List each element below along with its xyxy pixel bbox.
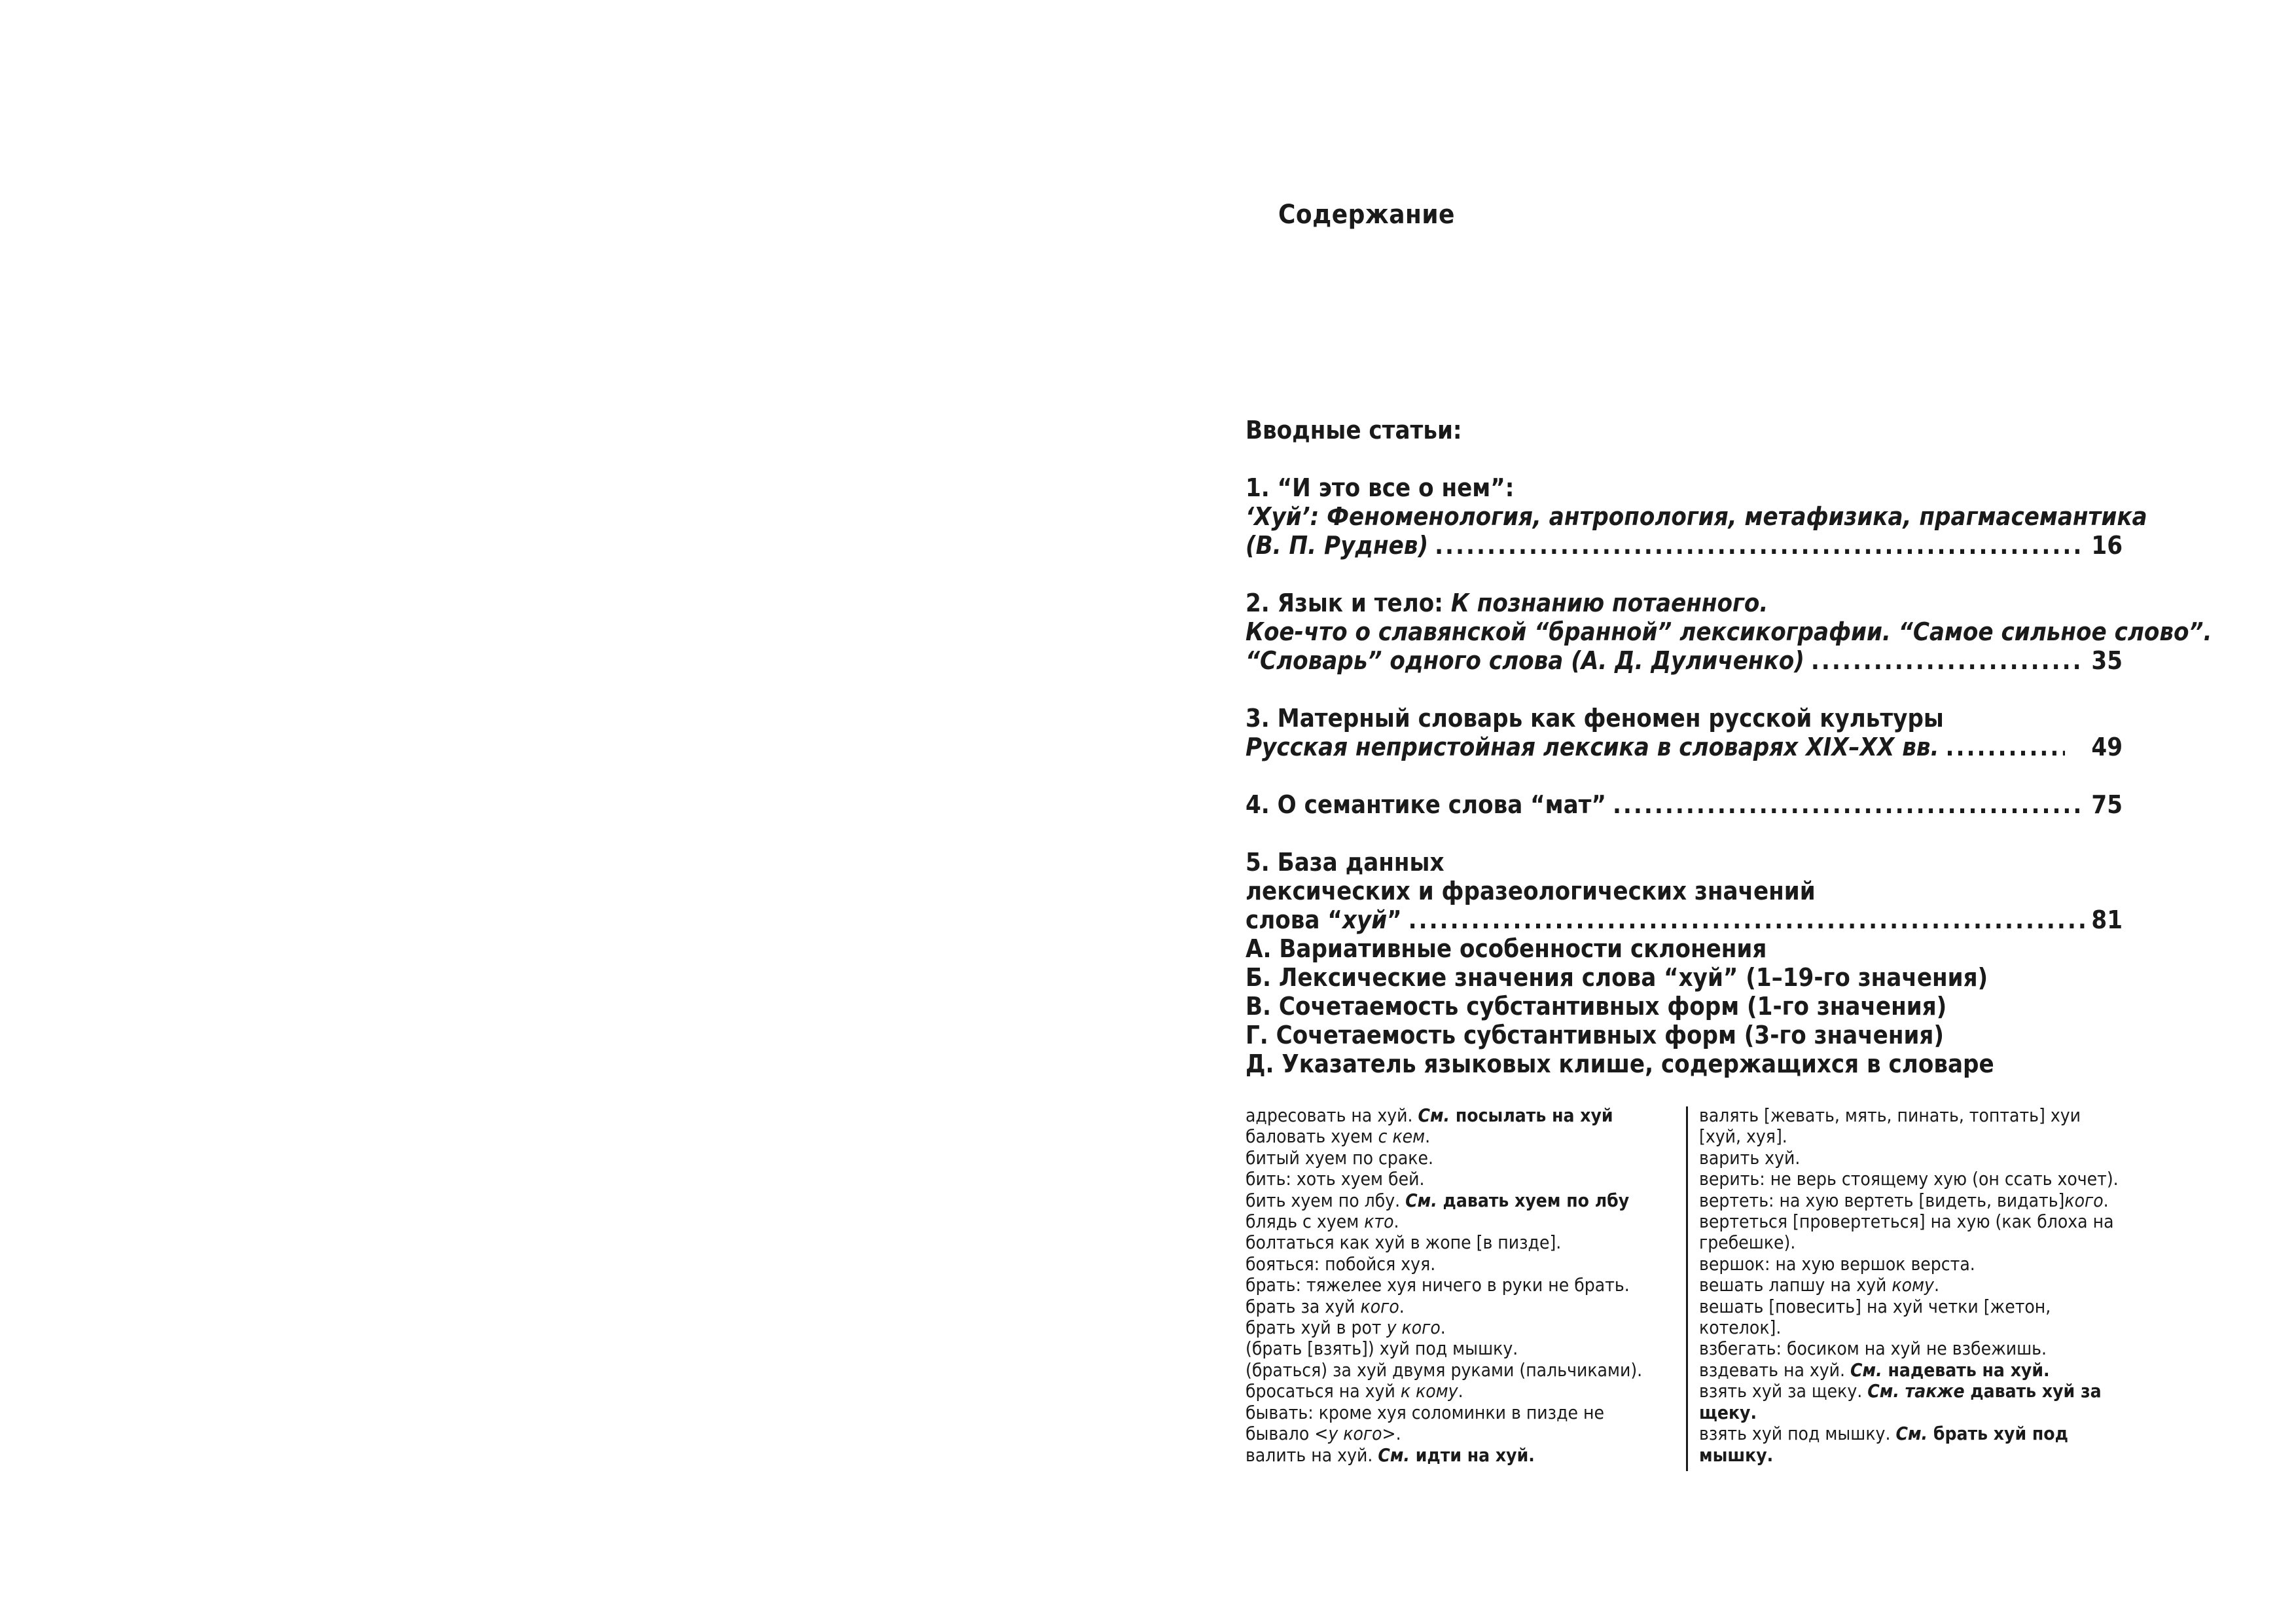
see-label: См. <box>1895 1423 1928 1445</box>
entry-end: . <box>2103 1189 2109 1211</box>
dict-entry <box>1246 1296 1664 1317</box>
toc-item-5-line2: лексических и фразеологических значений <box>1246 877 1816 905</box>
entry-text: брать за хуй <box>1246 1295 1361 1317</box>
toc-item-4-title: 4. О семантике слова “мат” <box>1246 790 1606 819</box>
dict-entry: бояться: побойся хуя. <box>1246 1252 1436 1275</box>
entry-text: блядь с хуем <box>1246 1211 1365 1233</box>
entry-text: вешать лапшу на хуй <box>1699 1274 1892 1296</box>
entry-text: валить на хуй. <box>1246 1444 1378 1466</box>
dict-entry: вертеться [провертеться] на хую (как блоха на гребешке). <box>1699 1211 2114 1254</box>
toc-item-3-subtitle: Русская непристойная лексика в словарях XIX–XX вв. <box>1246 733 1939 761</box>
toc-subitem-b: Б. Лексические значения слова “хуй” (1–19-го значения) <box>1246 963 1988 992</box>
dict-entry: бить: хоть хуем бей. <box>1246 1168 1425 1190</box>
dict-entry: (браться) за хуй двумя руками (пальчиками). <box>1246 1359 1643 1381</box>
entry-italic: кто <box>1364 1211 1394 1233</box>
toc-item-2-title-plain: 2. Язык и тело: <box>1246 589 1451 617</box>
entry-end: . <box>1395 1423 1401 1445</box>
entry-text: вертеть: на хую вертеть [видеть, видать] <box>1699 1189 2065 1211</box>
cross-reference: давать хуй за щеку. <box>1699 1380 2102 1423</box>
dict-entry: брать: тяжелее хуя ничего в руки не брать. <box>1246 1274 1630 1296</box>
toc-item-2-entry <box>1246 646 2123 675</box>
entry-end: . <box>1425 1125 1431 1148</box>
entry-italic: кому <box>1892 1274 1934 1296</box>
toc-item-5-entry <box>1246 905 2123 934</box>
entry-text: бывать: кроме хуя соломинки в пизде не бывало <box>1246 1401 1604 1445</box>
entry-text: взять хуй за щеку. <box>1699 1380 1868 1402</box>
column-divider <box>1686 1106 1688 1471</box>
dict-entry <box>1699 1423 2125 1466</box>
dict-entry <box>1246 1317 1664 1338</box>
dot-leader <box>1408 905 2085 934</box>
see-label: См. <box>1378 1444 1410 1466</box>
dot-leader <box>1811 646 2085 675</box>
entry-text: адресовать на хуй. <box>1246 1104 1418 1126</box>
toc-subitem-c: В. Сочетаемость субстантивных форм (1-го значения) <box>1246 992 1947 1021</box>
dict-entry <box>1246 1445 1664 1466</box>
toc-subitem-a: А. Вариативные особенности склонения <box>1246 934 1767 963</box>
table-of-contents <box>1246 416 2212 1078</box>
entry-end: . <box>1440 1317 1446 1339</box>
toc-item-2-title <box>1246 589 2123 617</box>
dict-entry: взбегать: босиком на хуй не взбежишь. <box>1699 1338 2047 1360</box>
toc-item-2-title-italic: К познанию потаенного. <box>1450 589 1768 617</box>
cross-reference: надевать на хуй. <box>1882 1359 2050 1381</box>
dict-entry: битый хуем по сраке. <box>1246 1146 1434 1169</box>
entry-italic: к кому <box>1400 1380 1458 1402</box>
page-title: Содержание <box>1278 200 1455 230</box>
entry-italic: кого <box>2064 1189 2104 1211</box>
entry-text: вздевать на хуй. <box>1699 1359 1851 1381</box>
cross-reference: посылать на хуй <box>1450 1104 1613 1126</box>
toc-item-1-page: 16 <box>2091 531 2123 560</box>
dictionary-column-left <box>1246 1105 1664 1466</box>
cross-reference: брать хуй под мышку. <box>1699 1423 2068 1466</box>
dict-entry <box>1699 1360 2125 1381</box>
dict-entry <box>1246 1190 1664 1211</box>
dictionary-column-right <box>1699 1105 2125 1466</box>
toc-item-4-entry <box>1246 790 2123 819</box>
toc-item-1-subtitle: ‘Хуй’: Феноменология, антропология, метафизика, прагмасемантика <box>1246 502 2147 531</box>
toc-item-4-page: 75 <box>2091 790 2123 819</box>
toc-item-5-line3-plain: слова “ <box>1246 905 1342 934</box>
dict-entry <box>1699 1381 2125 1423</box>
toc-item-1-author: (В. П. Руднев) <box>1246 531 1429 560</box>
toc-section-title: Вводные статьи: <box>1246 416 1462 445</box>
toc-item-5-line3 <box>1246 905 1402 934</box>
dict-entry <box>1246 1126 1664 1147</box>
see-label: См. <box>1418 1104 1450 1126</box>
entry-italic: <у кого> <box>1314 1423 1396 1445</box>
entry-text: взять хуй под мышку. <box>1699 1423 1896 1445</box>
entry-italic: у кого <box>1386 1317 1441 1339</box>
dict-entry <box>1246 1402 1664 1445</box>
entry-end: . <box>1393 1211 1399 1233</box>
dict-entry <box>1246 1211 1664 1232</box>
dict-entry: валять [жевать, мять, пинать, топтать] хуи [хуй, хуя]. <box>1699 1104 2081 1148</box>
toc-item-3-title: 3. Матерный словарь как феномен русской культуры <box>1246 704 1944 733</box>
dict-entry: варить хуй. <box>1699 1146 1801 1169</box>
dict-entry <box>1699 1190 2125 1211</box>
see-label: См. также <box>1867 1380 1965 1402</box>
toc-item-2-page: 35 <box>2091 646 2123 675</box>
dict-entry <box>1699 1275 2125 1296</box>
cross-reference: идти на хуй. <box>1410 1444 1535 1466</box>
toc-item-1-title: 1. “И это все о нем”: <box>1246 473 1515 502</box>
dict-entry: вершок: на хую вершок верста. <box>1699 1252 1975 1275</box>
entry-text: баловать хуем <box>1246 1125 1378 1148</box>
dict-entry: (брать [взять]) хуй под мышку. <box>1246 1338 1518 1360</box>
toc-item-5-page: 81 <box>2091 905 2123 934</box>
dict-entry: болтаться как хуй в жопе [в пизде]. <box>1246 1231 1562 1254</box>
toc-item-3-page: 49 <box>2091 733 2123 761</box>
toc-item-3-entry <box>1246 733 2123 761</box>
cross-reference: давать хуем по лбу <box>1437 1189 1630 1211</box>
entry-italic: кого <box>1360 1295 1399 1317</box>
entry-text: брать хуй в рот <box>1246 1317 1387 1339</box>
see-label: См. <box>1850 1359 1882 1381</box>
toc-item-2-subtitle: Кое-что о славянской “бранной” лексикографии. “Самое сильное слово”. <box>1246 617 2212 646</box>
toc-subitem-d: Г. Сочетаемость субстантивных форм (3-го значения) <box>1246 1021 1945 1049</box>
toc-item-5-line1: 5. База данных <box>1246 848 1444 877</box>
toc-item-5-line3-end: ” <box>1387 905 1402 934</box>
entry-end: . <box>1933 1274 1939 1296</box>
see-label: См. <box>1405 1189 1437 1211</box>
entry-end: . <box>1399 1295 1405 1317</box>
dot-leader <box>1613 790 2085 819</box>
dot-leader <box>1946 733 2066 761</box>
entry-text: бить хуем по лбу. <box>1246 1189 1406 1211</box>
toc-item-5-line3-italic: хуй <box>1342 905 1388 934</box>
dict-entry <box>1246 1381 1664 1402</box>
dict-entry <box>1246 1105 1664 1126</box>
entry-italic: с кем <box>1378 1125 1426 1148</box>
toc-item-2-last-line: “Словарь” одного слова (А. Д. Дуличенко) <box>1246 646 1804 675</box>
toc-subitem-e: Д. Указатель языковых клише, содержащихся в словаре <box>1246 1049 1994 1078</box>
dot-leader <box>1435 531 2085 560</box>
entry-end: . <box>1458 1380 1463 1402</box>
entry-text: бросаться на хуй <box>1246 1380 1401 1402</box>
toc-item-1-entry <box>1246 531 2123 560</box>
dict-entry: верить: не верь стоящему хую (он ссать хочет). <box>1699 1168 2119 1190</box>
dict-entry: вешать [повесить] на хуй четки [жетон, котелок]. <box>1699 1295 2051 1339</box>
